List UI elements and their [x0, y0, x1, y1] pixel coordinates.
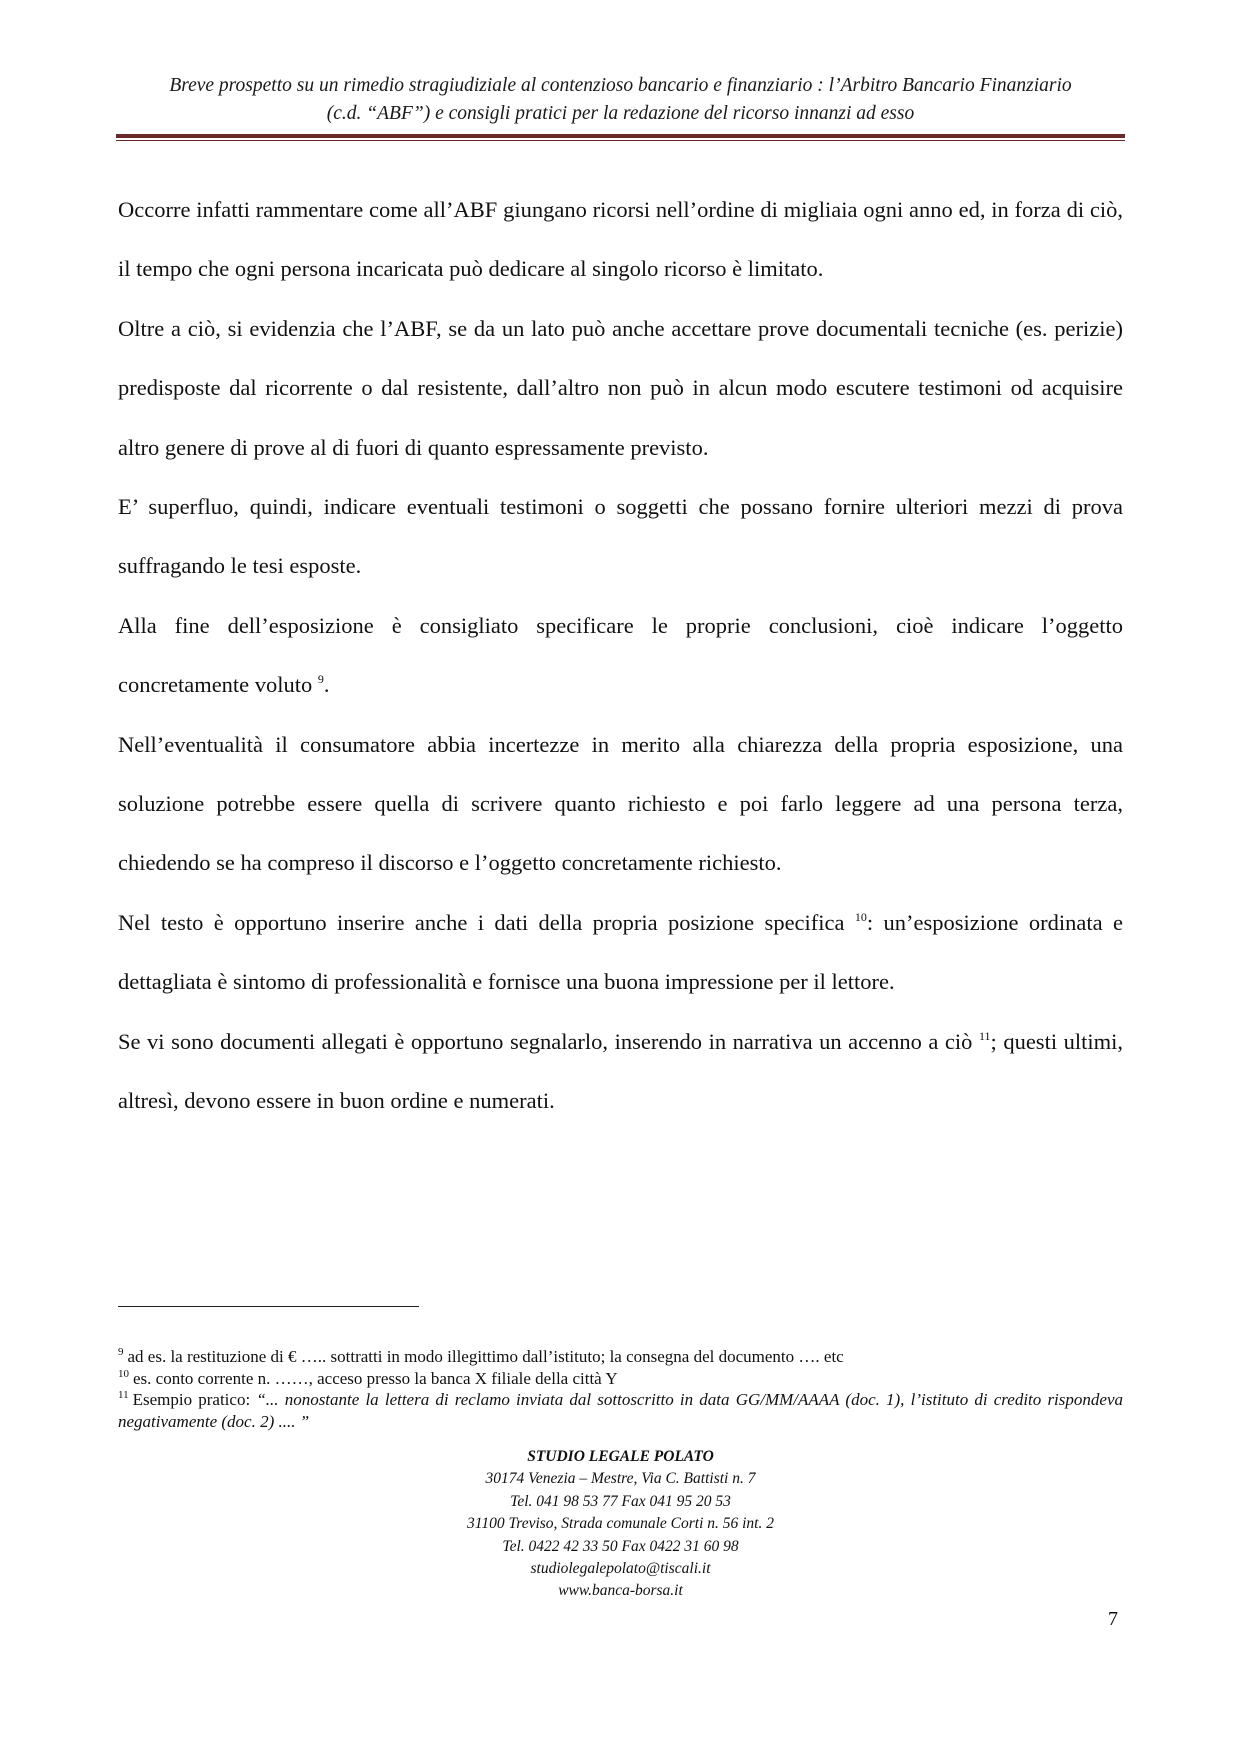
- paragraph-1: Occorre infatti rammentare come all’ABF giungano ricorsi nell’ordine di migliaia ogni anno ed, in forza di ciò, il tempo che ogni persona incaricata può dedicare al singolo ricorso è limitato.: [118, 197, 1123, 282]
- footnote-text: es. conto corrente n. ……, acceso presso la banca X filiale della città Y: [133, 1368, 618, 1388]
- studio-name: STUDIO LEGALE POLATO: [527, 1448, 714, 1465]
- paragraph-6-text: Nel testo è opportuno inserire anche i dati della propria posizione specifica: [118, 909, 855, 935]
- studio-email[interactable]: studiolegalepolato@tiscali.it: [530, 1560, 711, 1578]
- paragraph-6: [118, 893, 1123, 1012]
- paragraph-4: [118, 596, 1123, 715]
- paragraph-7-end: ; questi ultimi, altresì, devono essere in buon ordine e numerati.: [118, 1028, 1123, 1114]
- studio-address-treviso: 31100 Treviso, Strada comunale Corti n. 56 int. 2: [467, 1515, 774, 1533]
- paragraph-7: [118, 1012, 1123, 1131]
- paragraph-4-end: .: [323, 672, 330, 698]
- studio-phone-treviso: Tel. 0422 42 33 50 Fax 0422 31 60 98: [502, 1537, 739, 1555]
- footnote-11: [118, 1389, 1123, 1432]
- footnote-ref-11[interactable]: 11: [978, 1028, 991, 1043]
- studio-website[interactable]: www.banca-borsa.it: [558, 1582, 683, 1600]
- footnote-text: ad es. la restituzione di € ….. sottratti in modo illegittimo dall’istituto; la consegna del documento …. etc: [127, 1347, 844, 1366]
- footnote-number: 11: [118, 1389, 129, 1402]
- footnote-quote: “... nonostante la lettera di reclamo inviata dal sottoscritto in data GG/MM/AAAA (doc. 1), l’istituto di credito rispondeva negativamente (doc. 2) .... ”: [118, 1390, 1123, 1431]
- header-line-1: Breve prospetto su un rimedio stragiudiziale al contenzioso bancario e finanziario : l’Arbitro Bancario Finanziario: [169, 75, 1072, 96]
- footnote-number: 10: [118, 1367, 129, 1380]
- footnote-9: [118, 1346, 1123, 1368]
- studio-footer: [118, 1446, 1123, 1603]
- page-number: 7: [1108, 1608, 1118, 1630]
- header-line-2: (c.d. “ABF”) e consigli pratici per la redazione del ricorso innanzi ad esso: [326, 103, 915, 124]
- body-text: [118, 180, 1123, 1131]
- footnote-separator: [118, 1306, 419, 1307]
- footnote-10: [118, 1368, 1123, 1390]
- footnote-ref-9[interactable]: 9: [317, 672, 324, 687]
- studio-address-venezia: 30174 Venezia – Mestre, Via C. Battisti n. 7: [485, 1470, 756, 1488]
- footnote-text: Esempio pratico:: [132, 1390, 257, 1410]
- studio-phone-venezia: Tel. 041 98 53 77 Fax 041 95 20 53: [510, 1492, 731, 1510]
- footnote-ref-10[interactable]: 10: [854, 909, 867, 924]
- footnote-number: 9: [118, 1346, 124, 1358]
- paragraph-4-text: Alla fine dell’esposizione è consigliato specificare le proprie conclusioni, cioè indicare l’oggetto concretamente voluto: [118, 612, 1123, 698]
- paragraph-6-end: : un’esposizione ordinata e dettagliata è sintomo di professionalità e fornisce una buona impressione per il lettore.: [118, 909, 1123, 995]
- header-rule-thick: [116, 134, 1125, 138]
- footnotes: [118, 1346, 1123, 1432]
- paragraph-5: Nell’eventualità il consumatore abbia incertezze in merito alla chiarezza della propria esposizione, una soluzione potrebbe essere quella di scrivere quanto richiesto e poi farlo leggere ad una persona terza, chiedendo se ha compreso il discorso e l’oggetto concretamente richiesto.: [118, 731, 1123, 876]
- paragraph-2: Oltre a ciò, si evidenzia che l’ABF, se da un lato può anche accettare prove documentali tecniche (es. perizie) predisposte dal ricorrente o dal resistente, dall’altro non può in alcun modo escutere testimoni od acquisire altro genere di prove al di fuori di quanto espressamente previsto.: [118, 315, 1123, 460]
- running-header: [118, 72, 1123, 128]
- paragraph-7-text: Se vi sono documenti allegati è opportuno segnalarlo, inserendo in narrativa un accenno a ciò: [118, 1028, 979, 1054]
- header-rule-thin: [116, 140, 1125, 141]
- paragraph-3: E’ superfluo, quindi, indicare eventuali testimoni o soggetti che possano fornire ulteriori mezzi di prova suffragando le tesi esposte.: [118, 494, 1123, 579]
